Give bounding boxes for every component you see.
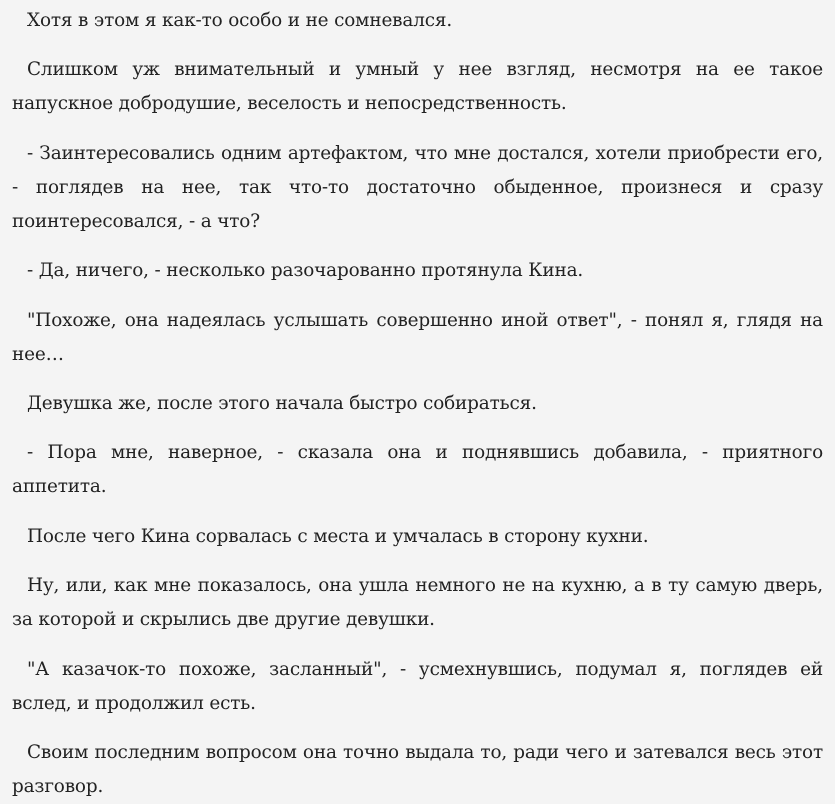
paragraph: После чего Кина сорвалась с места и умчалась в сторону кухни. xyxy=(27,525,649,547)
paragraph: - Пора мне, наверное, - сказала она и поднявшись добавила, - приятного аппетита. xyxy=(12,442,823,498)
paragraph: Ну, или, как мне показалось, она ушла немного не на кухню, а в ту самую дверь, за которой и скрылись две другие девушки. xyxy=(12,575,823,631)
paragraph: - Заинтересовались одним артефактом, что мне достался, хотели приобрести его, - поглядев на нее, так что-то достаточно обыденное, произнеся и сразу поинтересовался, - а что? xyxy=(12,142,823,232)
paragraph: Девушка же, после этого начала быстро собираться. xyxy=(27,392,537,414)
paragraph: "А казачок-то похоже, засланный", - усмехнувшись, подумал я, поглядев ей вслед, и продолжил есть. xyxy=(12,658,823,714)
paragraph: "Похоже, она надеялась услышать совершенно иной ответ", - понял я, глядя на нее… xyxy=(12,309,823,365)
paragraph: - Да, ничего, - несколько разочарованно протянула Кина. xyxy=(27,260,584,282)
paragraph: Своим последним вопросом она точно выдала то, ради чего и затевался весь этот разговор. xyxy=(12,741,823,797)
paragraph: Хотя в этом я как-то особо и не сомневался. xyxy=(27,10,453,31)
paragraph: Слишком уж внимательный и умный у нее взгляд, несмотря на ее такое напускное добродушие, веселость и непосредственность. xyxy=(12,59,823,115)
